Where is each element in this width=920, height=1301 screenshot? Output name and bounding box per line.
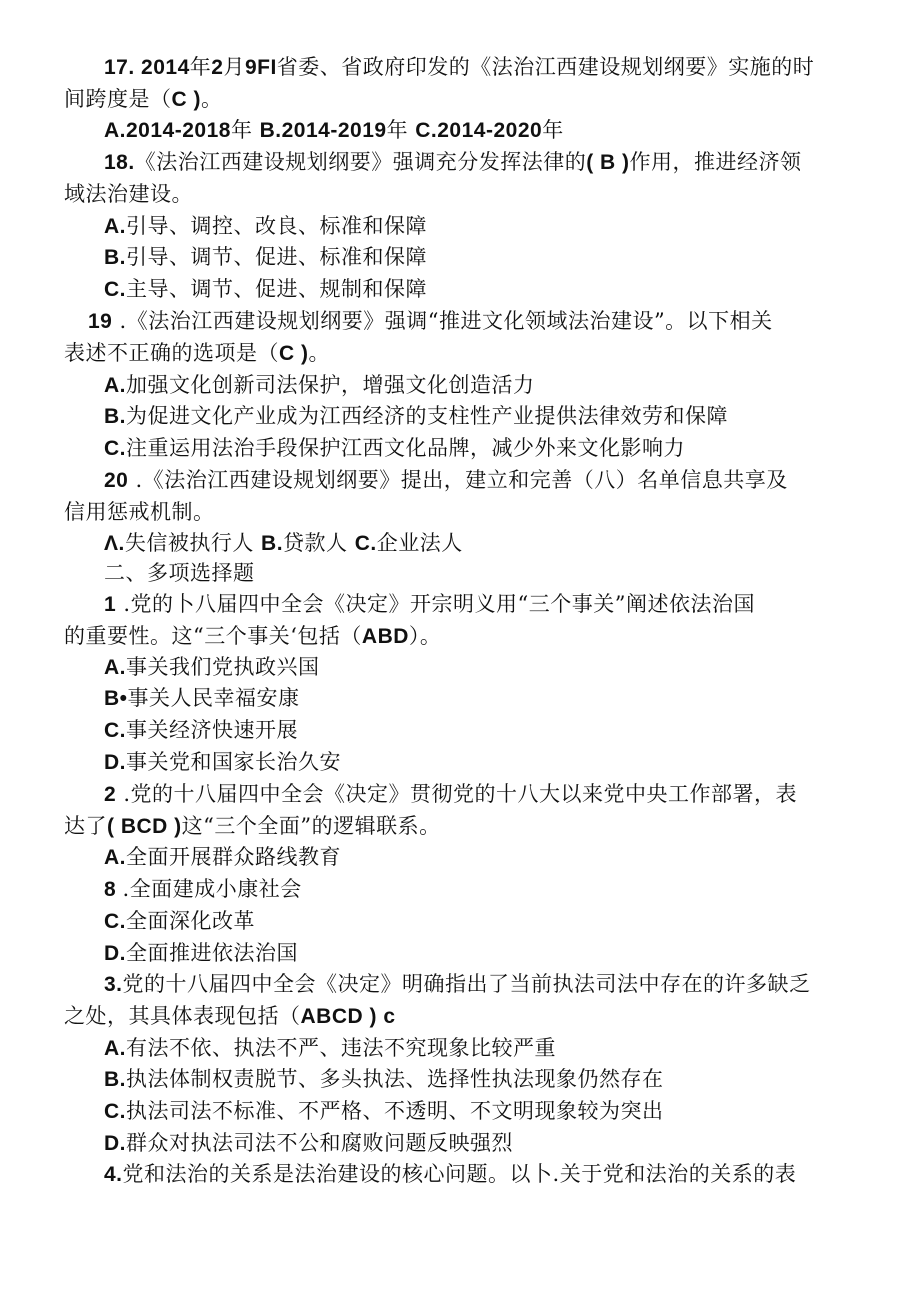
text-line bbox=[104, 939, 298, 968]
text-line bbox=[104, 1034, 556, 1063]
text-run: A. bbox=[104, 1037, 126, 1060]
text-run: .党的十八届四中全会《决定》贯彻党的十八大以来党中央工作部署，表 bbox=[116, 782, 798, 806]
text-run: 作用，推进经济领 bbox=[629, 150, 802, 174]
text-line bbox=[64, 498, 215, 526]
text-run: 9FI bbox=[244, 56, 277, 79]
text-line bbox=[64, 1002, 396, 1031]
text-run: C. bbox=[104, 1100, 126, 1123]
text-run: 年 bbox=[386, 118, 409, 142]
text-line bbox=[104, 780, 797, 809]
text-line bbox=[104, 748, 341, 777]
text-run: ( B ) bbox=[586, 151, 630, 174]
text-line bbox=[64, 622, 441, 651]
text-run: 8 bbox=[104, 878, 123, 901]
text-run: 全面深化改革 bbox=[126, 909, 255, 933]
text-line bbox=[104, 875, 302, 904]
text-run: 表述不正确的选项是（ bbox=[64, 341, 279, 365]
text-run: .《法治江西建设规划纲要》提出，建立和完善（八）名单信息共享及 bbox=[128, 468, 788, 492]
text-run: 为促进文化产业成为江西经济的支柱性产业提供法律效劳和保障 bbox=[126, 404, 728, 428]
text-run: 1 bbox=[104, 593, 117, 616]
text-run: ABD bbox=[361, 625, 409, 648]
text-line bbox=[104, 716, 298, 745]
text-run: 党和法治的关系是法治建设的核心问题。以卜.关于党和法治的关系的表 bbox=[122, 1162, 797, 1186]
text-line bbox=[104, 970, 811, 999]
text-run bbox=[252, 118, 259, 142]
text-run: 事关我们党执政兴国 bbox=[126, 655, 320, 679]
text-run: ( BCD ) bbox=[107, 815, 182, 838]
text-run: C. bbox=[104, 437, 126, 460]
text-line bbox=[104, 1160, 796, 1189]
text-run: 。 bbox=[308, 341, 330, 365]
text-run: 二、多项选择题 bbox=[104, 561, 255, 585]
text-run: .《法治江西建设规划纲要》强调“推进文化领域法治建设”。以下相关 bbox=[112, 309, 773, 333]
text-line bbox=[104, 1129, 513, 1158]
text-line bbox=[64, 180, 193, 208]
text-run: ）。 bbox=[408, 624, 442, 648]
text-run: 引导、调控、改良、标准和保障 bbox=[126, 214, 427, 238]
text-run: 注重运用法治手段保护江西文化品牌，减少外来文化影响力 bbox=[126, 436, 685, 460]
text-line bbox=[104, 653, 320, 682]
text-line bbox=[104, 243, 427, 272]
text-run: 4. bbox=[104, 1163, 123, 1186]
text-run: 的重要性。这“三个事关‘包括（ bbox=[64, 624, 362, 648]
text-run: D. bbox=[104, 1132, 126, 1155]
text-line bbox=[104, 590, 755, 619]
text-line bbox=[104, 53, 814, 82]
text-run: C. bbox=[104, 719, 126, 742]
text-run: 域法治建设。 bbox=[64, 182, 193, 206]
text-run: 引导、调节、促进、标准和保障 bbox=[126, 245, 427, 269]
text-run: 执法司法不标准、不严格、不透明、不文明现象较为突出 bbox=[126, 1099, 664, 1123]
text-run: ABCD ) c bbox=[300, 1005, 396, 1028]
text-line bbox=[104, 466, 788, 495]
text-line bbox=[104, 371, 535, 400]
text-line bbox=[88, 307, 773, 336]
text-run: .党的卜八届四中全会《决定》开宗明义用“三个事关”阐述依法治国 bbox=[116, 592, 756, 616]
text-run: C. bbox=[104, 910, 126, 933]
text-run: 3. bbox=[104, 973, 123, 996]
text-run: 18. bbox=[104, 151, 135, 174]
text-run: 全面开展群众路线教育 bbox=[126, 845, 341, 869]
text-run: 月 bbox=[223, 55, 245, 79]
text-run: 省委、省政府印发的《法治江西建设规划纲要》实施的时 bbox=[276, 55, 815, 79]
text-run: 群众对执法司法不公和腐败问题反映强烈 bbox=[126, 1131, 513, 1155]
text-run: A. bbox=[104, 656, 126, 679]
text-line bbox=[104, 843, 341, 872]
text-run: 年 bbox=[230, 118, 253, 142]
text-line bbox=[104, 1097, 664, 1126]
text-line bbox=[104, 148, 802, 177]
text-line bbox=[104, 275, 427, 304]
text-line bbox=[64, 339, 330, 368]
text-run: 信用惩戒机制。 bbox=[64, 500, 215, 524]
text-run: 2 bbox=[104, 783, 117, 806]
text-run: 事关人民幸福安康 bbox=[127, 686, 300, 710]
text-run: B. bbox=[104, 246, 126, 269]
text-run: 事关党和国家长治久安 bbox=[126, 750, 341, 774]
text-run: D. bbox=[104, 942, 126, 965]
text-run: 19 bbox=[88, 310, 113, 333]
text-run: C ) bbox=[279, 342, 309, 365]
text-line bbox=[104, 212, 427, 241]
text-run: 之处，其具体表现包括（ bbox=[64, 1004, 301, 1028]
text-line bbox=[104, 684, 300, 713]
text-run: D. bbox=[104, 751, 126, 774]
text-run: 企业法人 bbox=[376, 531, 463, 555]
text-run: 主导、调节、促进、规制和保障 bbox=[126, 277, 427, 301]
text-line bbox=[104, 907, 255, 936]
text-run: 《法治江西建设规划纲要》强调充分发挥法律的 bbox=[134, 150, 587, 174]
text-run: 年 bbox=[189, 55, 212, 79]
text-run: .全面建成小康社会 bbox=[122, 877, 302, 901]
text-run: C.2014-2020 bbox=[415, 119, 543, 142]
text-run: 。 bbox=[201, 87, 223, 111]
text-run: 加强文化创新司法保护，增强文化创造活力 bbox=[126, 373, 535, 397]
text-run: 失信被执行人 bbox=[124, 531, 262, 555]
text-run: B. bbox=[104, 1068, 126, 1091]
text-run: B.2014-2019 bbox=[259, 119, 387, 142]
text-run: 贷款人 bbox=[283, 531, 355, 555]
text-run: 执法体制权责脱节、多头执法、选择性执法现象仍然存在 bbox=[126, 1067, 664, 1091]
text-run: 达了 bbox=[64, 814, 107, 838]
text-run: 党的十八届四中全会《决定》明确指出了当前执法司法中存在的许多缺乏 bbox=[122, 972, 811, 996]
text-run: A. bbox=[104, 215, 126, 238]
text-run: B• bbox=[104, 687, 128, 710]
text-line bbox=[104, 529, 463, 558]
text-run: A. bbox=[104, 846, 126, 869]
text-run: 2 bbox=[211, 56, 224, 79]
text-line bbox=[64, 85, 223, 114]
text-run: 17. 2014 bbox=[104, 56, 190, 79]
text-line bbox=[104, 1065, 664, 1094]
text-run: 有法不依、执法不严、违法不究现象比较严重 bbox=[126, 1036, 556, 1060]
text-run: Λ. bbox=[104, 532, 125, 555]
text-run: C ) bbox=[171, 88, 201, 111]
text-line bbox=[104, 559, 255, 587]
text-run: 年 bbox=[542, 118, 564, 142]
text-run: B. bbox=[261, 532, 284, 555]
text-run: 全面推进依法治国 bbox=[126, 941, 298, 965]
text-run: A.2014-2018 bbox=[104, 119, 231, 142]
text-run: 20 bbox=[104, 469, 129, 492]
text-line bbox=[104, 116, 564, 145]
text-line bbox=[104, 402, 728, 431]
text-run: C. bbox=[104, 278, 126, 301]
text-run: 事关经济快速开展 bbox=[126, 718, 298, 742]
text-run: 间跨度是（ bbox=[64, 87, 172, 111]
text-line bbox=[64, 812, 441, 841]
text-line bbox=[104, 434, 685, 463]
text-run: C. bbox=[354, 532, 377, 555]
text-run: 这“三个全面”的逻辑联系。 bbox=[181, 814, 441, 838]
text-run: A. bbox=[104, 374, 126, 397]
text-run: B. bbox=[104, 405, 126, 428]
